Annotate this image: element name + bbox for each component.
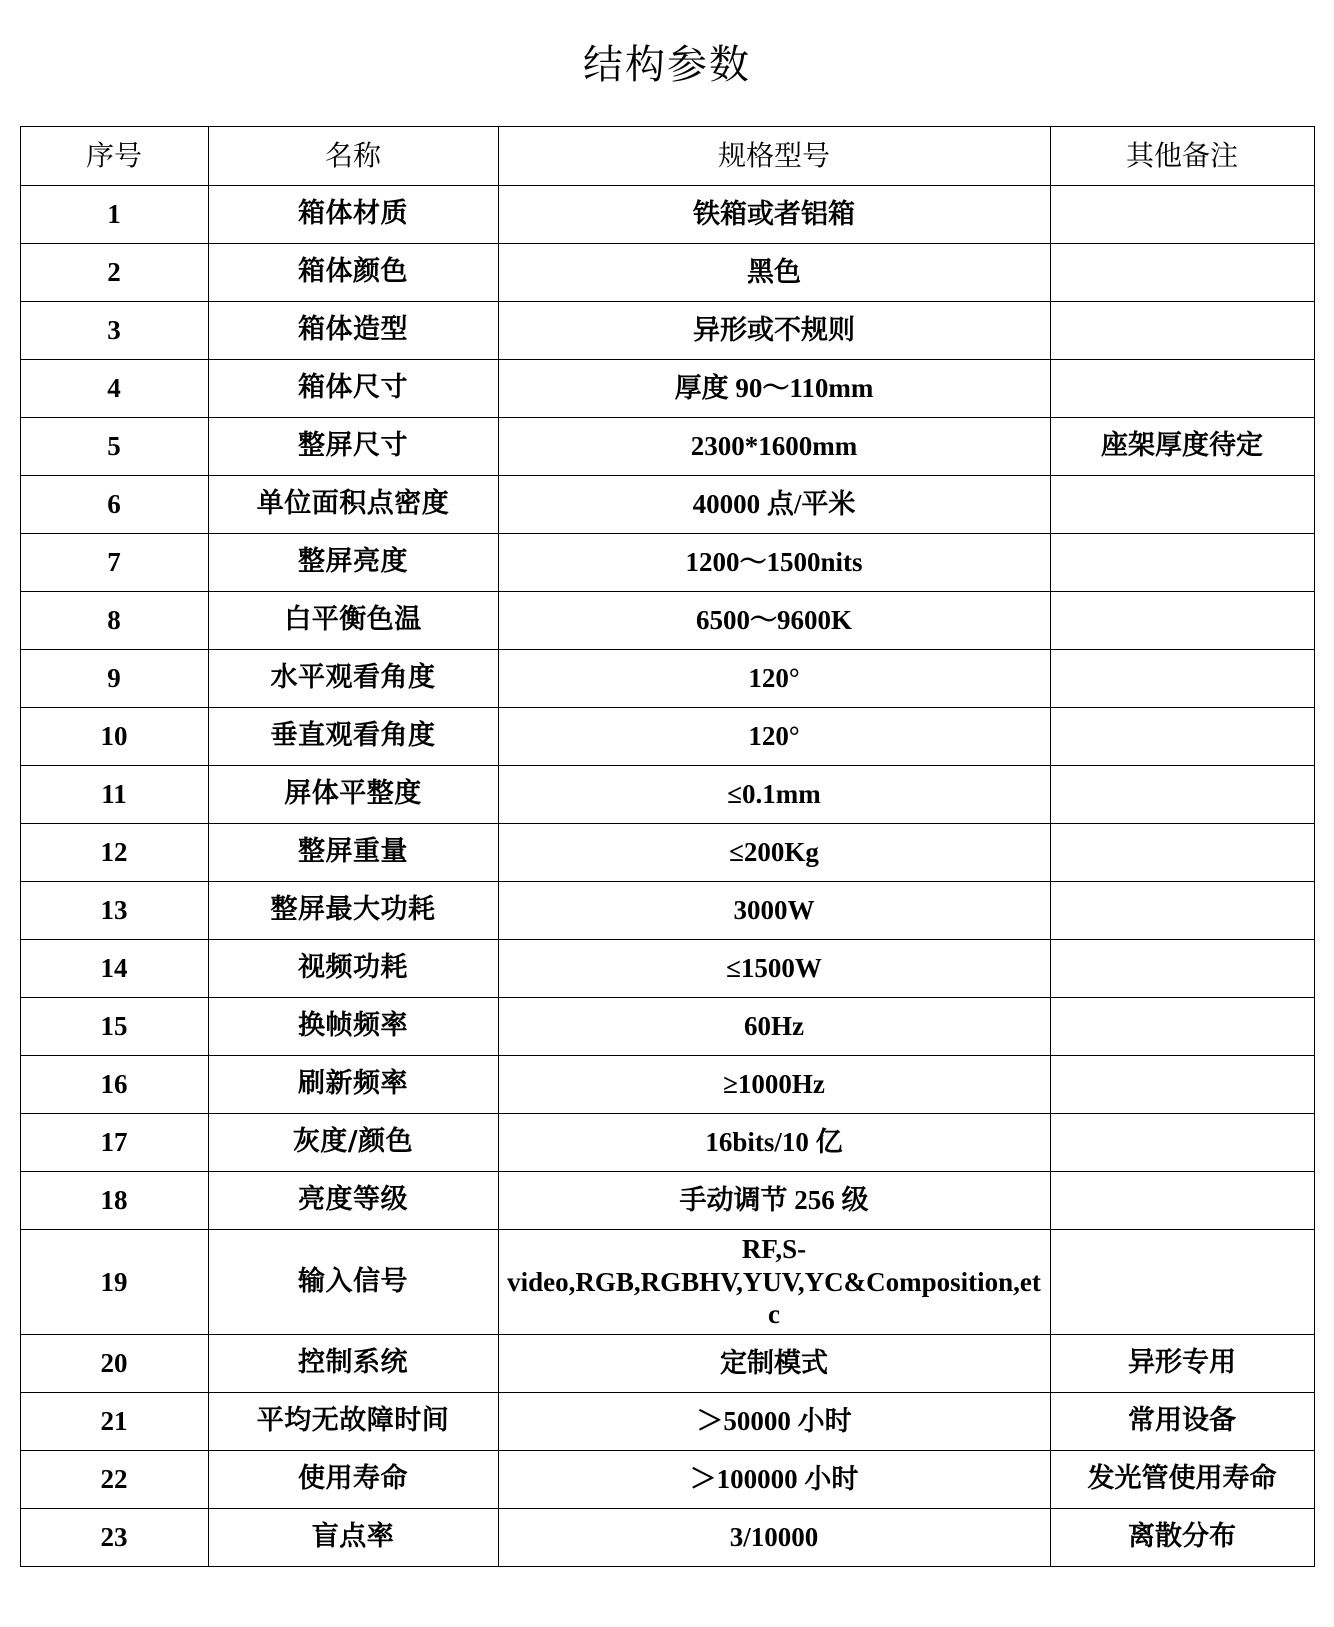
cell-note bbox=[1050, 1113, 1314, 1171]
cell-note bbox=[1050, 359, 1314, 417]
cell-name: 单位面积点密度 bbox=[208, 475, 498, 533]
table-row bbox=[20, 243, 1314, 301]
cell-specification: 定制模式 bbox=[498, 1335, 1050, 1393]
cell-specification: ＞50000 小时 bbox=[498, 1393, 1050, 1451]
cell-index: 3 bbox=[20, 301, 208, 359]
table-row bbox=[20, 301, 1314, 359]
cell-index: 7 bbox=[20, 533, 208, 591]
cell-specification: 3/10000 bbox=[498, 1509, 1050, 1567]
cell-index: 9 bbox=[20, 649, 208, 707]
cell-note: 常用设备 bbox=[1050, 1393, 1314, 1451]
cell-index: 5 bbox=[20, 417, 208, 475]
cell-note bbox=[1050, 1171, 1314, 1229]
cell-specification: 16bits/10 亿 bbox=[498, 1113, 1050, 1171]
cell-index: 21 bbox=[20, 1393, 208, 1451]
cell-note bbox=[1050, 533, 1314, 591]
cell-name: 控制系统 bbox=[208, 1335, 498, 1393]
cell-index: 12 bbox=[20, 823, 208, 881]
cell-note bbox=[1050, 997, 1314, 1055]
cell-note bbox=[1050, 765, 1314, 823]
table-row bbox=[20, 417, 1314, 475]
cell-note bbox=[1050, 707, 1314, 765]
table-row bbox=[20, 1113, 1314, 1171]
cell-note bbox=[1050, 823, 1314, 881]
cell-note bbox=[1050, 649, 1314, 707]
cell-index: 18 bbox=[20, 1171, 208, 1229]
table-row bbox=[20, 1451, 1314, 1509]
cell-specification: 黑色 bbox=[498, 243, 1050, 301]
cell-index: 22 bbox=[20, 1451, 208, 1509]
cell-note bbox=[1050, 939, 1314, 997]
table-row bbox=[20, 1509, 1314, 1567]
cell-index: 6 bbox=[20, 475, 208, 533]
cell-name: 换帧频率 bbox=[208, 997, 498, 1055]
cell-specification: 1200～1500nits bbox=[498, 533, 1050, 591]
cell-index: 14 bbox=[20, 939, 208, 997]
table-row bbox=[20, 1171, 1314, 1229]
table-row bbox=[20, 823, 1314, 881]
cell-name: 输入信号 bbox=[208, 1229, 498, 1335]
cell-index: 19 bbox=[20, 1229, 208, 1335]
table-row bbox=[20, 359, 1314, 417]
cell-name: 平均无故障时间 bbox=[208, 1393, 498, 1451]
cell-name: 整屏最大功耗 bbox=[208, 881, 498, 939]
cell-name: 灰度/颜色 bbox=[208, 1113, 498, 1171]
cell-name: 垂直观看角度 bbox=[208, 707, 498, 765]
cell-index: 23 bbox=[20, 1509, 208, 1567]
cell-specification: ≤200Kg bbox=[498, 823, 1050, 881]
cell-index: 4 bbox=[20, 359, 208, 417]
table-header-row bbox=[20, 126, 1314, 185]
cell-specification: ≤0.1mm bbox=[498, 765, 1050, 823]
page-title: 结构参数 bbox=[583, 41, 751, 88]
table-row bbox=[20, 881, 1314, 939]
table-row bbox=[20, 765, 1314, 823]
cell-name: 屏体平整度 bbox=[208, 765, 498, 823]
cell-name: 白平衡色温 bbox=[208, 591, 498, 649]
cell-note: 离散分布 bbox=[1050, 1509, 1314, 1567]
table-row bbox=[20, 185, 1314, 243]
cell-specification: 异形或不规则 bbox=[498, 301, 1050, 359]
cell-note: 发光管使用寿命 bbox=[1050, 1451, 1314, 1509]
table-row bbox=[20, 591, 1314, 649]
cell-index: 16 bbox=[20, 1055, 208, 1113]
cell-note bbox=[1050, 301, 1314, 359]
cell-note bbox=[1050, 1055, 1314, 1113]
cell-specification: RF,S-video,RGB,RGBHV,YUV,YC&Composition,etc bbox=[498, 1229, 1050, 1335]
column-header-index: 序号 bbox=[20, 126, 208, 185]
column-header-spec: 规格型号 bbox=[498, 126, 1050, 185]
table-row bbox=[20, 939, 1314, 997]
cell-name: 亮度等级 bbox=[208, 1171, 498, 1229]
cell-name: 刷新频率 bbox=[208, 1055, 498, 1113]
cell-name: 箱体尺寸 bbox=[208, 359, 498, 417]
cell-specification: ≥1000Hz bbox=[498, 1055, 1050, 1113]
table-row bbox=[20, 997, 1314, 1055]
cell-note bbox=[1050, 1229, 1314, 1335]
table-row bbox=[20, 1335, 1314, 1393]
cell-specification: 铁箱或者铝箱 bbox=[498, 185, 1050, 243]
cell-name: 整屏亮度 bbox=[208, 533, 498, 591]
table-row bbox=[20, 1229, 1314, 1335]
cell-note bbox=[1050, 881, 1314, 939]
document-page bbox=[0, 27, 1334, 1627]
table-row bbox=[20, 533, 1314, 591]
cell-note: 异形专用 bbox=[1050, 1335, 1314, 1393]
cell-index: 1 bbox=[20, 185, 208, 243]
cell-specification: ＞100000 小时 bbox=[498, 1451, 1050, 1509]
cell-name: 整屏尺寸 bbox=[208, 417, 498, 475]
table-row bbox=[20, 475, 1314, 533]
cell-note: 座架厚度待定 bbox=[1050, 417, 1314, 475]
cell-index: 13 bbox=[20, 881, 208, 939]
table-row bbox=[20, 649, 1314, 707]
table-header bbox=[20, 126, 1314, 185]
cell-specification: 120° bbox=[498, 649, 1050, 707]
table-row bbox=[20, 1393, 1314, 1451]
cell-name: 箱体材质 bbox=[208, 185, 498, 243]
cell-index: 10 bbox=[20, 707, 208, 765]
column-header-name: 名称 bbox=[208, 126, 498, 185]
cell-name: 盲点率 bbox=[208, 1509, 498, 1567]
table-row bbox=[20, 707, 1314, 765]
cell-specification: 2300*1600mm bbox=[498, 417, 1050, 475]
table-body bbox=[20, 185, 1314, 1567]
cell-note bbox=[1050, 243, 1314, 301]
cell-specification: 手动调节 256 级 bbox=[498, 1171, 1050, 1229]
cell-specification: 120° bbox=[498, 707, 1050, 765]
cell-index: 8 bbox=[20, 591, 208, 649]
structure-parameters-table bbox=[20, 126, 1315, 1568]
cell-name: 视频功耗 bbox=[208, 939, 498, 997]
cell-note bbox=[1050, 475, 1314, 533]
cell-index: 20 bbox=[20, 1335, 208, 1393]
cell-note bbox=[1050, 185, 1314, 243]
cell-name: 箱体颜色 bbox=[208, 243, 498, 301]
cell-note bbox=[1050, 591, 1314, 649]
cell-specification: 厚度 90～110mm bbox=[498, 359, 1050, 417]
cell-name: 水平观看角度 bbox=[208, 649, 498, 707]
cell-specification: 60Hz bbox=[498, 997, 1050, 1055]
cell-specification: 3000W bbox=[498, 881, 1050, 939]
cell-index: 17 bbox=[20, 1113, 208, 1171]
cell-specification: 40000 点/平米 bbox=[498, 475, 1050, 533]
cell-name: 使用寿命 bbox=[208, 1451, 498, 1509]
cell-index: 15 bbox=[20, 997, 208, 1055]
cell-specification: 6500～9600K bbox=[498, 591, 1050, 649]
cell-index: 11 bbox=[20, 765, 208, 823]
table-row bbox=[20, 1055, 1314, 1113]
cell-specification: ≤1500W bbox=[498, 939, 1050, 997]
cell-name: 箱体造型 bbox=[208, 301, 498, 359]
cell-index: 2 bbox=[20, 243, 208, 301]
column-header-note: 其他备注 bbox=[1050, 126, 1314, 185]
cell-name: 整屏重量 bbox=[208, 823, 498, 881]
